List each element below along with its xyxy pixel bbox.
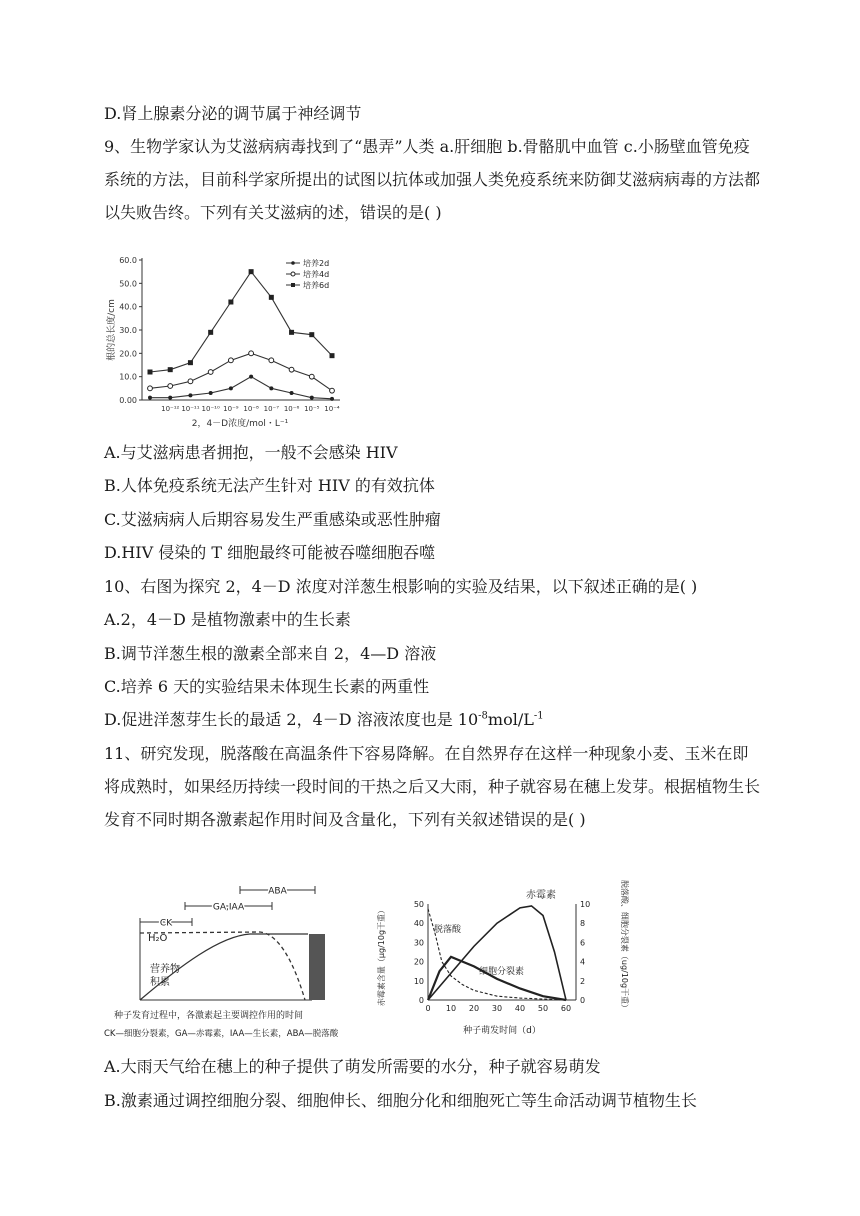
seed-development-diagram [100, 876, 350, 1048]
x-tick-label: 10⁻⁸ [243, 405, 259, 413]
data-point [269, 386, 273, 390]
y-right-tick-label: 6 [580, 938, 586, 948]
y-tick-label: 0.00 [119, 396, 137, 405]
x-tick-label: 10⁻¹⁰ [201, 405, 220, 413]
y-right-tick-label: 0 [580, 996, 586, 1005]
water-label: H₂O [148, 933, 168, 944]
option-c-q9: C.艾滋病病人后期容易发生严重感染或恶性肿瘤 [104, 510, 441, 529]
legend-marker [291, 283, 295, 287]
y-left-tick-label: 0 [418, 996, 424, 1005]
data-point [188, 360, 193, 365]
option-b-q9: B.人体免疫系统无法产生针对 HIV 的有效抗体 [104, 476, 435, 495]
data-point [269, 295, 274, 300]
data-point [228, 300, 233, 305]
y-tick-label: 10.0 [119, 372, 137, 382]
y-left-tick-label: 30 [413, 938, 424, 948]
label-cytokinin: 细胞分裂素 [479, 967, 525, 977]
option-a-q9: A.与艾滋病患者拥抱，一般不会感染 HIV [104, 443, 398, 462]
y-tick-label: 40.0 [119, 302, 137, 312]
x-tick-label: 20 [468, 1004, 480, 1013]
accumulation-label: 积累 [150, 977, 170, 988]
data-point [289, 367, 294, 372]
y-right-tick-label: 4 [580, 957, 586, 967]
chart3-xlabel: 种子萌发时间（d） [463, 1026, 541, 1036]
x-tick-label: 0 [425, 1004, 431, 1013]
question-10-stem: 10、右图为探究 2，4－D 浓度对洋葱生根影响的实验及结果，以下叙述正确的是( ) [104, 577, 698, 596]
range-label: ABA [268, 886, 287, 897]
legend-label: 培养6d [303, 281, 330, 290]
series-line-0 [428, 906, 566, 1000]
data-point [148, 386, 153, 391]
data-point [309, 332, 314, 337]
label-abscisic-acid: 脱落酸 [434, 925, 462, 935]
option-b-q10: B.调节洋葱生根的激素全部来自 2，4—D 溶液 [104, 644, 437, 663]
question-11-stem: 11、研究发现，脱落酸在高温条件下容易降解。在自然界存在这样一种现象小麦、玉米在即将成熟时，如果经历持续一段时间的干热之后又大雨，种子就容易在穗上发芽。根据植物生长发育不同时期各激素起作用时间及含量化，下列有关叙述错误的是( ) [104, 744, 761, 829]
y-tick-label: 50.0 [119, 279, 137, 289]
chart1-ylabel: 根的总长度/cm [107, 299, 117, 361]
option-d-q8: D.肾上腺素分泌的调节属于神经调节 [104, 104, 362, 123]
y-left-tick-label: 50 [413, 900, 424, 909]
y-left-tick-label: 10 [413, 976, 424, 986]
data-point [188, 379, 193, 384]
series-line-0 [150, 377, 332, 399]
data-point [310, 396, 314, 400]
range-label: GA,IAA [212, 902, 245, 913]
option-d-q10: D.促进洋葱芽生长的最适 2，4－D 溶液浓度也是 $10^{-8}mol/L^{-1}$ [104, 710, 544, 729]
chart3-ylabel-left: 赤霉素含量（μg/10g干重） [377, 905, 386, 1007]
x-tick-label: 40 [514, 1004, 526, 1013]
y-tick-label: 60.0 [119, 256, 137, 265]
option-b-q11: B.激素通过调控细胞分裂、细胞伸长、细胞分化和细胞死亡等生命活动调节植物生长 [104, 1091, 697, 1110]
option-a-q11: A.大雨天气给在穗上的种子提供了萌发所需要的水分，种子就容易萌发 [104, 1057, 601, 1076]
y-left-tick-label: 40 [413, 919, 424, 929]
data-point [229, 386, 233, 390]
data-point [208, 370, 213, 375]
germination-hormone-chart [376, 876, 636, 1044]
root-length-chart [100, 240, 350, 432]
data-point [209, 391, 213, 395]
data-point [290, 391, 294, 395]
series-line-2 [428, 957, 566, 1000]
data-point [168, 367, 173, 372]
x-tick-label: 50 [537, 1004, 549, 1013]
x-tick-label: 10⁻¹² [161, 405, 180, 413]
data-point [148, 396, 152, 400]
legend-marker [291, 272, 295, 276]
y-left-tick-label: 20 [413, 957, 424, 967]
data-point [289, 330, 294, 335]
chart1-xlabel: 2，4－D浓度/mol・L⁻¹ [191, 419, 289, 429]
y-tick-label: 20.0 [119, 349, 137, 359]
data-point [249, 269, 254, 274]
y-tick-label: 30.0 [119, 326, 137, 335]
data-point [330, 388, 335, 393]
data-point [309, 374, 314, 379]
x-tick-label: 10⁻⁷ [263, 405, 280, 413]
x-tick-label: 10⁻⁴ [324, 405, 340, 413]
diagram-caption-1: 种子发育过程中，各激素起主要调控作用的时间 [114, 1011, 304, 1021]
label-gibberellin: 赤霉素 [526, 890, 556, 901]
data-point [188, 393, 192, 397]
option-c-q10: C.培养 6 天的实验结果未体现生长素的两重性 [104, 677, 430, 696]
question-9-stem: 9、生物学家认为艾滋病病毒找到了“愚弄”人类 a.肝细胞 b.骨骼肌中血管 c.小肠壁血管免疫系统的方法，目前科学家所提出的试图以抗体或加强人类免疫系统来防御艾滋病病毒的方法都以失败告终。下列有关艾滋病的述，错误的是( ) [104, 137, 761, 222]
diagram-caption-2: CK—细胞分裂素，GA—赤霉素，IAA—生长素，ABA—脱落酸 [104, 1029, 339, 1039]
data-point [168, 396, 172, 400]
data-point [269, 358, 274, 363]
data-point [249, 351, 254, 356]
data-point [208, 330, 213, 335]
x-tick-label: 60 [560, 1004, 572, 1013]
x-tick-label: 10⁻⁹ [223, 405, 239, 413]
data-point [330, 353, 335, 358]
data-point [228, 358, 233, 363]
legend-marker [291, 261, 295, 265]
data-point [249, 375, 253, 379]
x-tick-label: 10⁻⁶ [283, 405, 300, 413]
y-right-tick-label: 8 [580, 919, 586, 929]
legend-label: 培养2d [303, 259, 330, 268]
dormancy-block [309, 934, 325, 1000]
x-tick-label: 10⁻⁵ [304, 405, 320, 413]
series-line-1 [150, 353, 332, 390]
data-point [330, 397, 334, 401]
nutrient-label: 营养物 [150, 964, 180, 975]
legend-label: 培养4d [303, 270, 330, 279]
option-a-q10: A.2，4－D 是植物激素中的生长素 [104, 610, 351, 629]
x-tick-label: 30 [491, 1004, 503, 1013]
y-right-tick-label: 2 [580, 976, 586, 986]
chart3-ylabel-right: 脱落酸、细胞分裂素（ug/10g干重） [620, 879, 629, 1013]
data-point [168, 384, 173, 389]
x-tick-label: 10⁻¹¹ [181, 405, 200, 413]
x-tick-label: 10 [445, 1004, 457, 1013]
data-point [148, 370, 153, 375]
range-label: CK [159, 918, 173, 929]
y-right-tick-label: 10 [580, 900, 591, 909]
option-d-q9: D.HIV 侵染的 T 细胞最终可能被吞噬细胞吞噬 [104, 543, 436, 562]
